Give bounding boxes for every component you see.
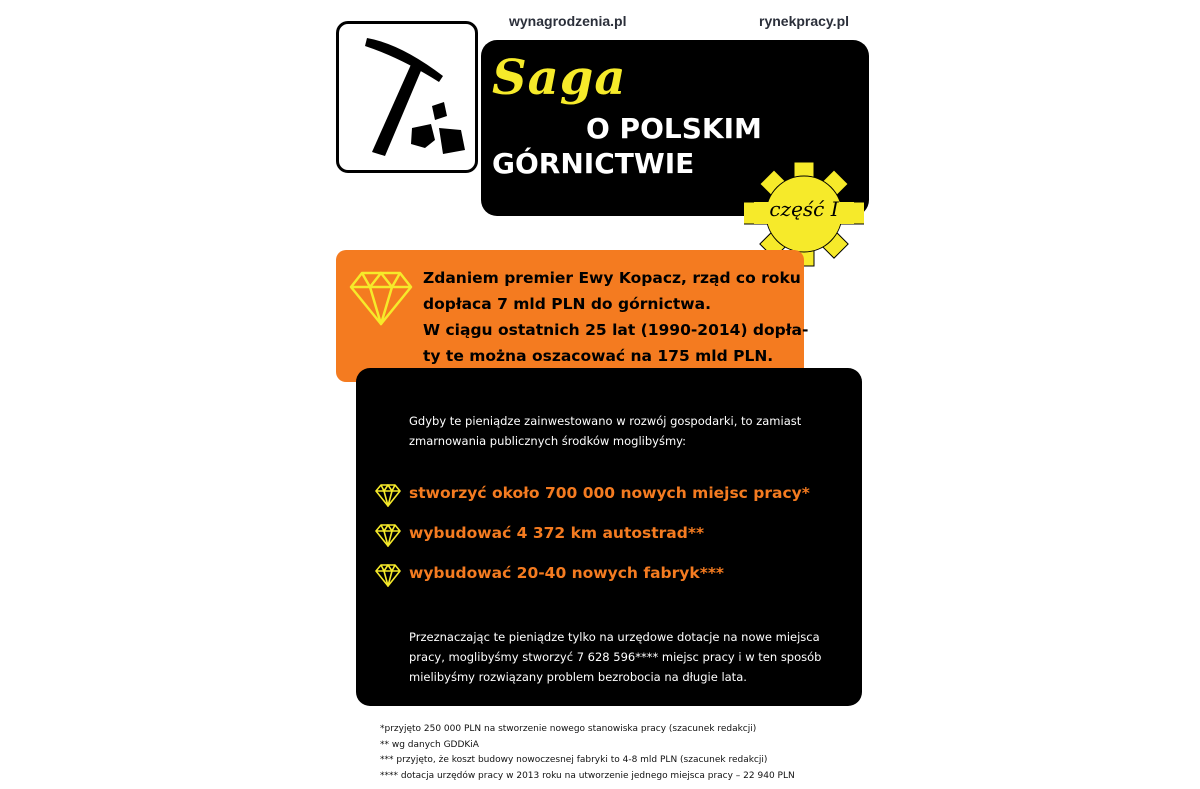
title-saga: Saga [492, 50, 627, 106]
part-label: część I [769, 197, 839, 221]
outro-line: pracy, moglibyśmy stworzyć 7 628 596**** miejsc pracy i w ten sposób [409, 650, 822, 664]
footnote: ** wg danych GDDKiA [380, 739, 479, 750]
intro-line: Gdyby te pieniądze zainwestowano w rozwój gospodarki, to zamiast [409, 414, 802, 428]
diamond-icon [374, 482, 402, 508]
footnote: *przyjęto 250 000 PLN na stworzenie nowego stanowiska pracy (szacunek redakcji) [380, 724, 757, 734]
footnote: **** dotacja urzędów pracy w 2013 roku na utworzenie jednego miejsca pracy – 22 940 PLN [380, 770, 795, 781]
pickaxe-with-coal-icon [339, 24, 475, 170]
intro-line: zmarnowania publicznych środków moglibyśmy: [409, 434, 686, 448]
highlight-text [423, 265, 809, 369]
bullet-item [374, 562, 814, 590]
bullet-text: stworzyć około 700 000 nowych miejsc pracy* [409, 484, 810, 502]
site-rynekpracy: rynekpracy.pl [759, 13, 850, 29]
bullet-item [374, 522, 814, 550]
logo-box [336, 21, 478, 173]
site-wynagrodzenia: wynagrodzenia.pl [509, 13, 627, 29]
title-line-2: GÓRNICTWIE [492, 147, 695, 180]
outro-text [409, 627, 849, 687]
highlight-line: Zdaniem premier Ewy Kopacz, rząd co roku [423, 269, 801, 287]
highlight-line: W ciągu ostatnich 25 lat (1990-2014) dopła- [423, 321, 809, 339]
bullet-text: wybudować 4 372 km autostrad** [409, 524, 705, 542]
highlight-line: dopłaca 7 mld PLN do górnictwa. [423, 295, 711, 313]
footnote: *** przyjęto, że koszt budowy nowoczesnej fabryki to 4-8 mld PLN (szacunek redakcji) [380, 755, 768, 765]
bullet-item [374, 482, 814, 510]
highlight-line: ty te można oszacować na 175 mld PLN. [423, 347, 774, 365]
diamond-icon [374, 522, 402, 548]
footnotes [380, 722, 840, 784]
bullet-text: wybudować 20-40 nowych fabryk*** [409, 564, 725, 582]
diamond-icon [374, 562, 402, 588]
title-line-1: O POLSKIM [586, 112, 762, 145]
intro-text [409, 411, 849, 451]
diamond-icon [348, 269, 414, 327]
outro-line: Przeznaczając te pieniądze tylko na urzędowe dotacje na nowe miejsca [409, 630, 820, 644]
outro-line: mielibyśmy rozwiązany problem bezrobocia na długie lata. [409, 670, 747, 684]
